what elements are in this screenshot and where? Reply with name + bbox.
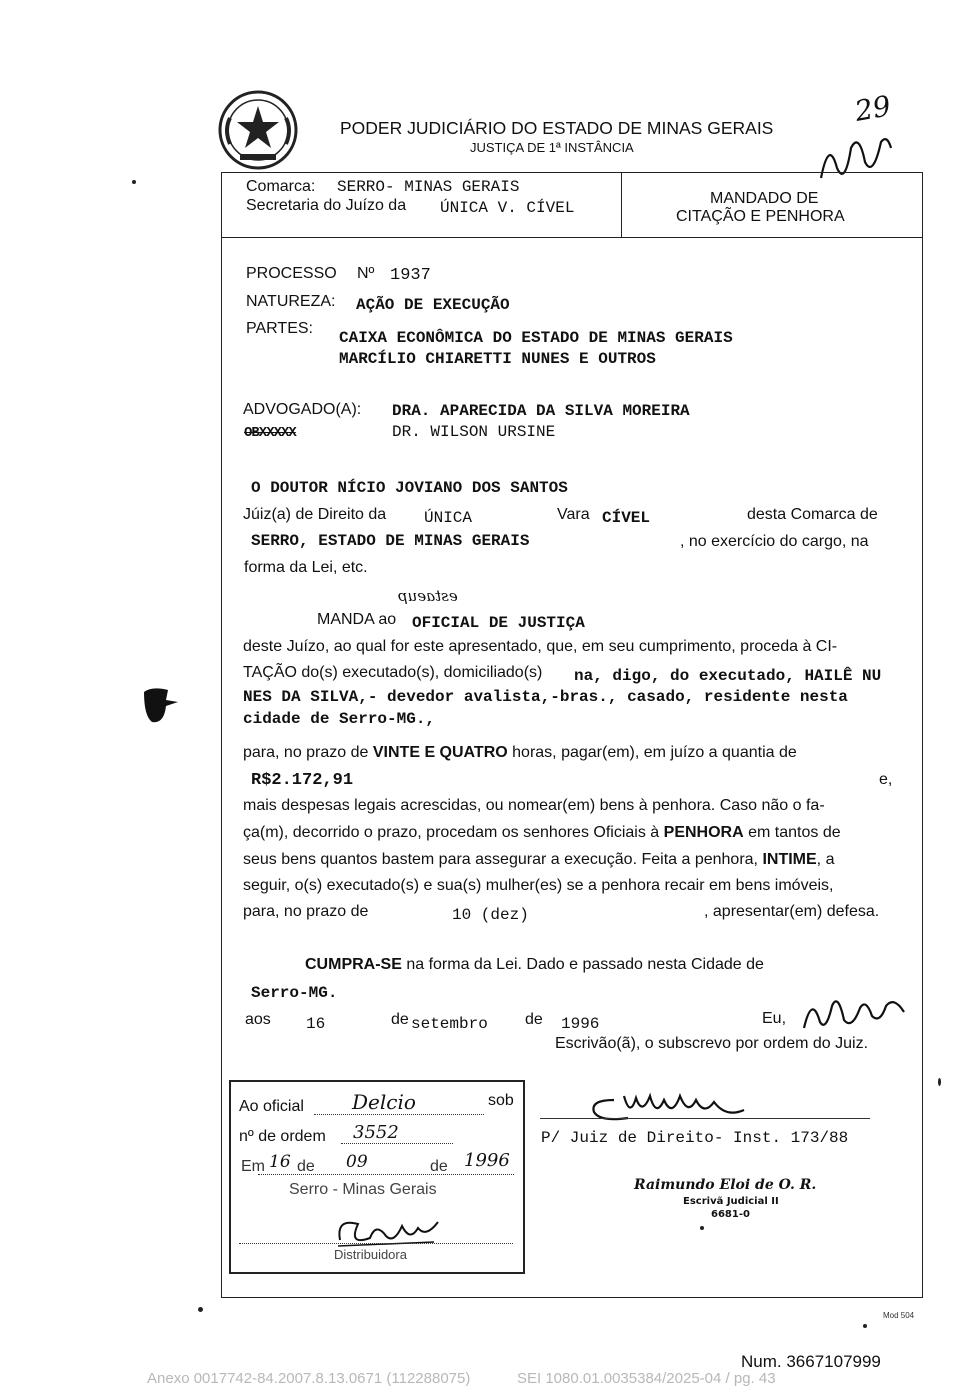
paragraph-3-line-2-post: em tantos de	[748, 824, 841, 841]
stamp-em-year: 1996	[464, 1150, 510, 1171]
stamp-oficial-value: Delcio	[352, 1090, 416, 1114]
advogado-label: ADVOGADO(A):	[243, 401, 362, 418]
handwritten-page-number: 29	[852, 89, 894, 128]
paragraph-1-line-1: deste Juízo, ao qual for este apresentado, que, em seu cumprimento, proceda à CI-	[243, 638, 838, 655]
advogado-2: DR. WILSON URSINE	[392, 423, 556, 441]
stamp-city: Serro - Minas Gerais	[289, 1181, 437, 1198]
amount-tail: e,	[879, 771, 893, 788]
year-value: 1996	[561, 1015, 600, 1033]
day-value: 16	[306, 1015, 326, 1033]
document-number: Num. 3667107999	[741, 1352, 881, 1371]
advogado-1: DRA. APARECIDA DA SILVA MOREIRA	[392, 402, 690, 420]
comarca-body-value: SERRO, ESTADO DE MINAS GERAIS	[251, 532, 530, 550]
official-stamp-role: Escrivã Judicial II	[683, 1196, 779, 1207]
official-stamp-code: 6681-0	[711, 1209, 750, 1220]
header-column-divider	[621, 172, 622, 238]
stamp-oficial-line	[314, 1114, 484, 1115]
natureza-value: AÇÃO DE EXECUÇÃO	[356, 296, 510, 314]
processo-value: 1937	[390, 266, 431, 285]
advogado-struck-text: OBXXXXX	[244, 425, 296, 441]
de-label-2: de	[525, 1011, 543, 1028]
paragraph-1-line-4: cidade de Serro-MG.,	[243, 710, 436, 728]
scan-speck	[700, 1226, 704, 1230]
document-type-line1: MANDADO DE	[710, 190, 819, 207]
vara-value: CÍVEL	[602, 509, 651, 527]
secretaria-label: Secretaria do Juízo da	[246, 197, 407, 214]
scan-speck	[132, 180, 136, 184]
comarca-value: SERRO- MINAS GERAIS	[337, 178, 520, 196]
stamp-role: Distribuidora	[334, 1247, 407, 1262]
sei-watermark: SEI 1080.01.0035384/2025-04 / pg. 43	[517, 1370, 776, 1387]
juiz-label: Júiz(a) de Direito da	[243, 506, 387, 523]
paragraph-3-line-4: seguir, o(s) executado(s) e sua(s) mulher(es) se a penhora recair em bens imóveis,	[243, 877, 834, 894]
paragraph-3-line-2-pre: ça(m), decorrido o prazo, procedam os senhores Oficiais à	[243, 824, 660, 841]
paragraph-2-bold: VINTE E QUATRO	[372, 744, 508, 761]
stamp-oficial-label: Ao oficial	[239, 1098, 304, 1115]
stamp-signature	[334, 1212, 444, 1252]
parte-2: MARCÍLIO CHIARETTI NUNES E OUTROS	[339, 350, 656, 368]
manda-label: MANDA ao	[317, 611, 397, 628]
stamp-em-label: Em	[241, 1158, 265, 1175]
form-model-number: Mod 504	[883, 1311, 915, 1320]
paragraph-2-prefix: para, no prazo de	[243, 744, 369, 761]
official-stamp-name: Raimundo Eloi de O. R.	[634, 1177, 817, 1193]
aos-label: aos	[245, 1011, 271, 1028]
paragraph-3-line-5-post: , apresentar(em) defesa.	[704, 903, 880, 920]
page-subtitle: JUSTIÇA DE 1ª INSTÂNCIA	[470, 140, 634, 155]
cumpra-line	[305, 956, 764, 974]
stamp-signature-line	[239, 1243, 513, 1244]
parte-1: CAIXA ECONÔMICA DO ESTADO DE MINAS GERAIS	[339, 329, 733, 347]
document-type-line2: CITAÇÃO E PENHORA	[676, 208, 845, 225]
judge-name-line: O DOUTOR NÍCIO JOVIANO DOS SANTOS	[251, 479, 568, 497]
natureza-label: NATUREZA:	[246, 293, 336, 310]
mirrored-stamp-text: estaeup	[398, 587, 458, 605]
stamp-ordem-line	[341, 1143, 453, 1144]
amount-value: R$2.172,91	[251, 771, 354, 790]
stamp-em-day: 16	[269, 1152, 291, 1172]
paragraph-2-suffix: horas, pagar(em), em juízo a quantia de	[512, 744, 797, 761]
stamp-em-de1: de	[297, 1158, 315, 1175]
processo-label: PROCESSO	[246, 265, 337, 282]
juiz-vara-value: ÚNICA	[424, 509, 473, 527]
paragraph-2	[243, 744, 797, 762]
cumpra-rest: na forma da Lei. Dado e passado nesta Cidade de	[406, 956, 764, 973]
paragraph-3-line-3-pre: seus bens quantos bastem para assegurar a execução. Feita a penhora,	[243, 851, 758, 868]
partes-label: PARTES:	[246, 320, 313, 337]
stamp-sob-label: sob	[488, 1092, 514, 1109]
comarca-label: Comarca:	[246, 178, 316, 195]
binder-hole-mark	[142, 686, 180, 726]
stamp-ordem-label: nº de ordem	[239, 1128, 326, 1145]
cumpra-bold: CUMPRA-SE	[305, 956, 402, 973]
paragraph-3-line-3	[243, 851, 834, 869]
scan-speck	[863, 1324, 867, 1328]
manda-value: OFICIAL DE JUSTIÇA	[412, 614, 585, 632]
scan-speck	[198, 1307, 203, 1312]
annex-watermark: Anexo 0017742-84.2007.8.13.0671 (112288075)	[147, 1370, 471, 1387]
paragraph-3-line-3-post: , a	[816, 851, 835, 868]
stamp-ordem-value: 3552	[353, 1122, 399, 1143]
paragraph-3-line-3-bold: INTIME	[762, 851, 817, 868]
judge-signature-line	[540, 1118, 870, 1119]
paragraph-3-line-5-typed: 10 (dez)	[452, 906, 529, 924]
header-divider	[221, 237, 923, 238]
paragraph-3-line-5-pre: para, no prazo de	[243, 903, 369, 920]
processo-no-label: Nº	[357, 265, 375, 282]
escrivao-line: Escrivão(ã), o subscrevo por ordem do Juiz.	[555, 1035, 869, 1052]
scan-speck	[938, 1078, 941, 1086]
judge-signature	[584, 1088, 754, 1126]
paragraph-1-line-2: TAÇÃO do(s) executado(s), domiciliado(s)	[243, 664, 543, 681]
exercicio-text: , no exercício do cargo, na	[680, 533, 869, 550]
paragraph-1-line-3: NES DA SILVA,- devedor avalista,-bras., casado, residente nesta	[243, 688, 848, 706]
paragraph-3-line-2-bold: PENHORA	[663, 824, 744, 841]
stamp-em-line	[258, 1174, 514, 1175]
scribe-signature	[800, 992, 910, 1034]
forma-lei-text: forma da Lei, etc.	[244, 559, 368, 576]
paragraph-3-line-2	[243, 824, 841, 842]
paragraph-3-line-1: mais despesas legais acrescidas, ou nomear(em) bens à penhora. Caso não o fa-	[243, 797, 825, 814]
secretaria-value: ÚNICA V. CÍVEL	[440, 199, 575, 217]
paragraph-1-line-2-typed: na, digo, do executado, HAILÊ NU	[574, 667, 882, 685]
coat-of-arms-emblem	[216, 88, 300, 172]
signer-title: P/ Juiz de Direito- Inst. 173/88	[541, 1129, 849, 1147]
stamp-em-month: 09	[346, 1152, 368, 1172]
month-value: setembro	[411, 1015, 488, 1033]
page-title: PODER JUDICIÁRIO DO ESTADO DE MINAS GERAIS	[340, 118, 774, 138]
city-value: Serro-MG.	[251, 984, 338, 1002]
comarca-tail: desta Comarca de	[747, 506, 878, 523]
de-label-1: de	[391, 1011, 409, 1028]
eu-label: Eu,	[762, 1010, 787, 1027]
stamp-em-de2: de	[430, 1158, 448, 1175]
vara-label: Vara	[557, 506, 590, 523]
